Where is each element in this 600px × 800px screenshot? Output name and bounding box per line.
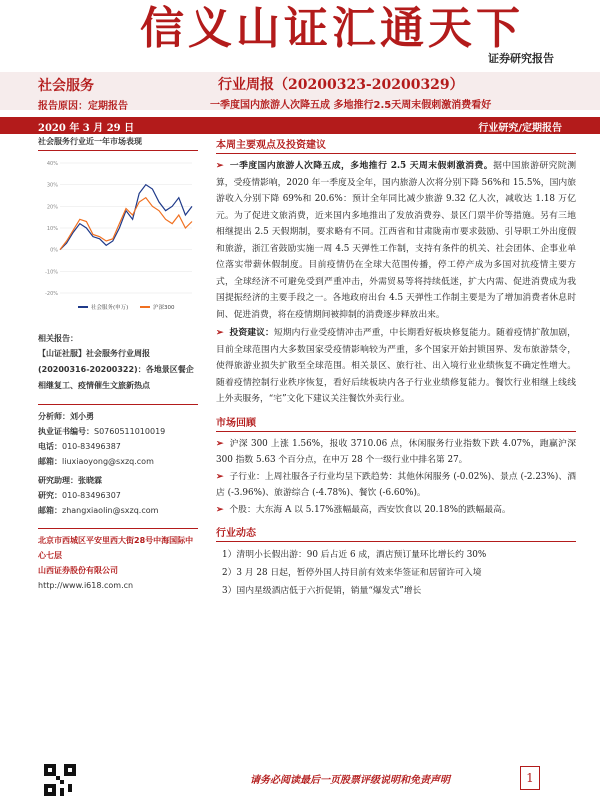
y-tick-label: 0% xyxy=(50,247,58,254)
market-performance-chart xyxy=(38,155,198,317)
contact-name: 张晓霖 xyxy=(78,476,102,485)
left-sidebar xyxy=(38,136,198,593)
bullet-arrow-icon: ➢ xyxy=(216,328,224,338)
para1-body: 据中国旅游研究院测算，受疫情影响，2020 年一季度及全年，国内旅游人次将分别下降 56%和 15.5%，国内旅游收入分别下降 69%和 20.6%：预计全年同比减少旅游 9.32 亿人次，减收达 1.18 万亿元。为了促进文旅消费，近来国内多地推出了发放消费券、景区门票半价等措施。另有三地相继提出 2.5 天假期制，要求略有不同。江西省和甘肃陇南市要求鼓励、引导职工外出度假和旅游，浙江省鼓励实施一周 4.5 天弹性工作制，支持有条件的机关、社会团体、企事业单位落实带薪休假制度。目前疫情仍在全球大范围传播，停工停产成为多国对抗疫情主要方式，全球经济不可避免受到严重冲击，外需贸易等将持续低迷，扩大内需、促进消费成为我国提振经济的主要手段之一。各地政府出台 4.5 天弹性工作制主要是为了增加消费者休息时间、促进消费，将在疫情期间被抑制的消费逐步释放出来。 xyxy=(216,161,576,320)
page-number: 1 xyxy=(520,766,540,790)
license-number: S0760511010019 xyxy=(94,427,166,436)
bullet-arrow-icon: ➢ xyxy=(216,504,224,515)
chart-title: 社会服务行业近一年市场表现 xyxy=(38,136,198,151)
contact-phone: 010-83496307 xyxy=(62,491,121,500)
report-subtitle: 一季度国内旅游人次降五成 多地推行2.5天周末假刺激消费看好 xyxy=(210,100,492,111)
bullet-arrow-icon: ➢ xyxy=(216,438,224,449)
bullet-arrow-icon: ➢ xyxy=(216,161,224,171)
contact-email[interactable]: zhangxiaolin@sxzq.com xyxy=(62,506,159,515)
legend-label: 沪深300 xyxy=(153,305,175,311)
y-tick-label: 20% xyxy=(46,204,58,211)
views-paragraph-2 xyxy=(216,325,576,408)
report-tag: 行业研究/定期报告 xyxy=(478,123,562,134)
chart-bg xyxy=(38,155,198,317)
y-tick-label: -10% xyxy=(45,269,58,276)
contact-label: 研究助理： xyxy=(38,476,78,485)
phone2-label: 研究： xyxy=(38,491,62,500)
views-paragraph-1 xyxy=(216,158,576,323)
industry-name: 社会服务 xyxy=(38,78,94,94)
y-tick-label: 10% xyxy=(46,226,58,232)
market3-text: 个股：大东海 A 以 5.17%涨幅最高，西安饮食以 20.18%的跌幅最高。 xyxy=(229,504,511,515)
news-item[interactable]: 3）国内星级酒店低于六折促销，销量“爆发式”增长 xyxy=(222,586,422,596)
y-tick-label: 30% xyxy=(46,182,58,189)
report-type: 证券研究报告 xyxy=(488,52,554,65)
chart-legend xyxy=(78,303,175,311)
para2-lead: 投资建议： xyxy=(229,328,274,338)
analyst-email[interactable]: liuxiaoyong@sxzq.com xyxy=(62,457,154,466)
report-reason: 报告原因：定期报告 xyxy=(38,101,128,112)
analyst-label: 分析师： xyxy=(38,412,70,421)
para1-lead: 一季度国内旅游人次降五成，多地推行 2.5 天周末假刺激消费。 xyxy=(229,161,494,171)
para2-body: 短期内行业受疫情冲击严重，中长期看好板块修复能力。随着疫情扩散加剧，目前全球范围内大多数国家受疫情影响较为严重，多个国家开始封锁国界、发布旅游禁令，使得旅游业损失扩散至全球范围。相关景区、旅行社、出入境行业业绩恢复不确定性增大。随着疫情控制行业秩序恢复，看好后续板块内各子行业业绩修复能力。餐饮行业相继上线线上外卖服务，“宅”文化下建议关注餐饮外卖行业。 xyxy=(216,328,576,404)
related-label: 相关报告： xyxy=(38,334,78,343)
analyst-phone: 010-83496387 xyxy=(62,442,121,451)
market-item-1 xyxy=(216,436,576,469)
analyst-name: 刘小勇 xyxy=(70,412,94,421)
legend-label: 社会服务(申万) xyxy=(91,305,129,311)
market-item-3 xyxy=(216,502,576,519)
related-report[interactable]: 【山证社服】社会服务行业周报(20200316-20200322)：各地景区餐企相继复工、疫情催生文旅新热点 xyxy=(38,349,194,390)
views-heading: 本周主要观点及投资建议 xyxy=(216,136,576,154)
y-tick-label: -20% xyxy=(45,291,58,297)
license-label: 执业证书编号： xyxy=(38,427,94,436)
news-item[interactable]: 2）3 月 28 日起，暂停外国人持目前有效来华签证和居留许可入境 xyxy=(222,568,482,578)
company-name: 山西证券股份有限公司 xyxy=(38,566,118,575)
news-item[interactable]: 1）清明小长假出游：90 后占近 6 成，酒店预订量环比增长约 30% xyxy=(222,550,487,560)
bullet-arrow-icon: ➢ xyxy=(216,471,224,482)
weekly-title: 行业周报（20200323-20200329） xyxy=(218,77,464,93)
market1-text: 沪深 300 上涨 1.56%，报收 3710.06 点，休闲服务行业指数下跌 4.07%，跑赢沪深 300 指数 5.63 个百分点，在申万 28 个一级行业中排名第 27。 xyxy=(216,438,576,465)
qr-code-icon xyxy=(44,764,76,796)
market-heading: 市场回顾 xyxy=(216,414,576,432)
email-label: 邮箱： xyxy=(38,457,62,466)
brand-slogan: 信义山证汇通天下 xyxy=(140,3,524,54)
address: 北京市西城区平安里西大街28号中海国际中心七层 xyxy=(38,536,194,560)
website-link[interactable]: http://www.i618.com.cn xyxy=(38,581,134,590)
phone-label: 电话： xyxy=(38,442,62,451)
news-heading: 行业动态 xyxy=(216,524,576,542)
report-date: 2020 年 3 月 29 日 xyxy=(38,123,135,134)
main-content xyxy=(216,136,576,600)
email2-label: 邮箱： xyxy=(38,506,62,515)
market2-text: 子行业：上周社服各子行业均呈下跌趋势：其他休闲服务 (-0.02%)、景点 (-2.23%)、酒店 (-3.96%)、旅游综合 (-4.78%)、餐饮 (-6.60%)。 xyxy=(216,471,576,498)
market-item-2 xyxy=(216,469,576,502)
y-tick-label: 40% xyxy=(46,161,58,167)
disclaimer-note: 请务必阅读最后一页股票评级说明和免责声明 xyxy=(250,775,450,786)
